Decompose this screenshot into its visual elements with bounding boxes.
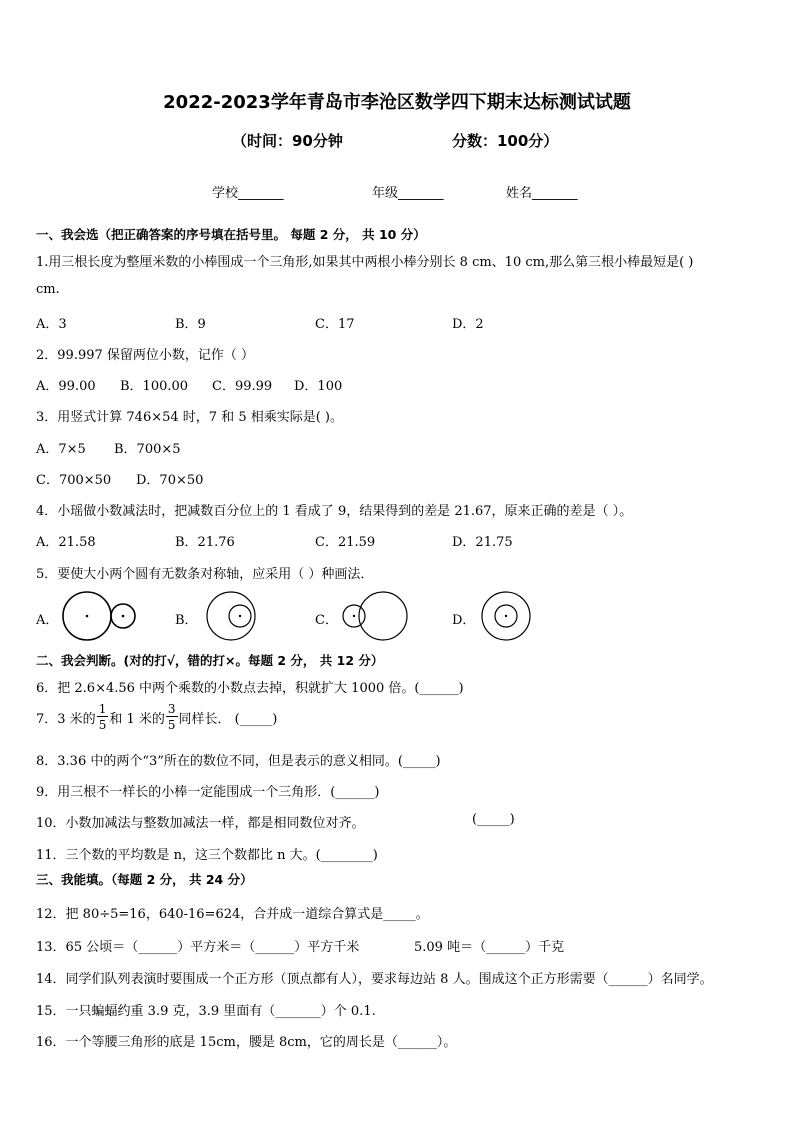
- q5-text: 5．要使大小两个圆有无数条对称轴，应采用（ ）种画法．: [36, 567, 374, 582]
- q16-text: 16．一个等腰三角形的底是 15cm，腰是 8cm，它的周长是（______）。: [36, 1035, 457, 1050]
- q2-option-d: D．100: [294, 379, 343, 394]
- q1-text-cont: cm.: [36, 282, 60, 297]
- q7-part-b: 和 1 米的: [109, 711, 165, 727]
- q2-text: 2．99.997 保留两位小数，记作（ ）: [36, 348, 255, 363]
- q7-fraction-1: $\frac{1}{5}$: [98, 702, 107, 732]
- q9-text: 9．用三根不一样长的小棒一定能围成一个三角形．(______): [36, 785, 380, 800]
- q7-text: [36, 703, 277, 731]
- q2-option-a: A．99.00: [36, 379, 96, 394]
- q2-option-b: B．100.00: [120, 379, 189, 394]
- q1-option-a: A．3: [36, 317, 67, 332]
- section-2-heading: 二、我会判断。(对的打√，错的打×。每题 2 分， 共 12 分）: [36, 653, 384, 668]
- q3-option-a: A．7×5: [36, 442, 86, 457]
- q3-text: 3．用竖式计算 746×54 时，7 和 5 相乘实际是( )。: [36, 410, 343, 425]
- q5-figure-b: [206, 591, 256, 641]
- exam-time: （时间：90分钟: [232, 132, 343, 150]
- q5-figure-c: [342, 591, 408, 641]
- q4-text: 4．小瑶做小数减法时，把减数百分位上的 1 看成了 9，结果得到的差是 21.67，原来正确的差是（ ）。: [36, 504, 633, 519]
- q1-option-c: C．17: [315, 317, 355, 332]
- q10-text: 10．小数加减法与整数加减法一样，都是相同数位对齐。: [36, 816, 365, 831]
- q7-part-a: 7．3 米的: [36, 711, 96, 727]
- q4-option-b: B．21.76: [175, 535, 235, 550]
- q4-option-a: A．21.58: [36, 535, 96, 550]
- q13-text-2: 5.09 吨＝（______）千克: [414, 940, 565, 955]
- q15-text: 15．一只蝙蝠约重 3.9 克，3.9 里面有（_______）个 0.1.: [36, 1004, 376, 1019]
- page-title: 2022-2023学年青岛市李沧区数学四下期末达标测试试题: [163, 92, 631, 113]
- q4-option-c: C．21.59: [315, 535, 376, 550]
- q5-option-d: D．: [452, 613, 476, 628]
- q5-figure-a: [62, 591, 138, 641]
- q1-text: 1.用三根长度为整厘米数的小棒围成一个三角形,如果其中两根小棒分别长 8 cm、10 cm,那么第三根小棒最短是( ): [36, 255, 694, 270]
- q8-text: 8．3.36 中的两个“3”所在的数位不同，但是表示的意义相同。(_____): [36, 754, 441, 769]
- q11-text: 11．三个数的平均数是 n，这三个数都比 n 大。(________): [36, 848, 378, 863]
- school-field: 学校_______: [212, 186, 284, 201]
- q2-option-c: C．99.99: [212, 379, 273, 394]
- q13-text: 13．65 公顷＝（______）平方米＝（______）平方千米: [36, 940, 360, 955]
- q5-option-b: B．: [175, 613, 198, 628]
- grade-field: 年级_______: [372, 186, 444, 201]
- q4-option-d: D．21.75: [452, 535, 513, 550]
- q5-figure-d: [481, 591, 531, 641]
- q7-fraction-2: $\frac{3}{5}$: [167, 702, 176, 732]
- q5-option-c: C．: [315, 613, 338, 628]
- q12-text: 12．把 80÷5=16，640-16=624，合并成一道综合算式是_____。: [36, 907, 429, 922]
- q10-blank: (_____): [472, 812, 515, 827]
- q1-option-d: D．2: [452, 317, 484, 332]
- q5-option-a: A．: [36, 613, 59, 628]
- q3-option-b: B．700×5: [114, 442, 181, 457]
- q3-option-c: C．700×50: [36, 473, 112, 488]
- q7-part-c: 同样长． (_____): [178, 711, 278, 727]
- q3-option-d: D．70×50: [136, 473, 204, 488]
- q1-option-b: B．9: [175, 317, 206, 332]
- q14-text: 14．同学们队列表演时要围成一个正方形（顶点都有人），要求每边站 8 人。围成这个正方形需要（______）名同学。: [36, 972, 713, 987]
- section-3-heading: 三、我能填。（每题 2 分， 共 24 分）: [36, 872, 253, 887]
- exam-score: 分数：100分）: [452, 132, 559, 150]
- q6-text: 6．把 2.6×4.56 中两个乘数的小数点去掉，积就扩大 1000 倍。(______): [36, 681, 464, 696]
- name-field: 姓名_______: [506, 186, 578, 201]
- section-1-heading: 一、我会选（把正确答案的序号填在括号里。 每题 2 分， 共 10 分）: [36, 227, 426, 242]
